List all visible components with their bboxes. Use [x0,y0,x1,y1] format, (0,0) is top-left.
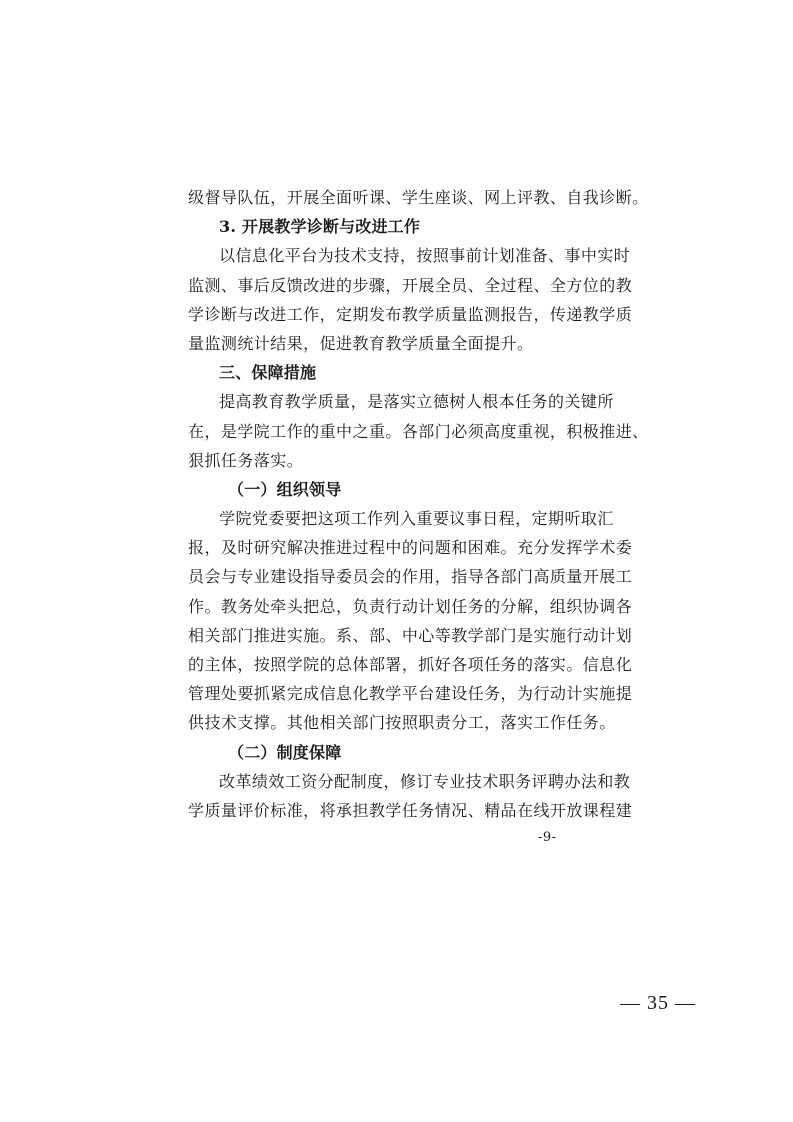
paragraph-line: 学院党委要把这项工作列入重要议事日程，定期听取汇 [219,509,614,529]
paragraph-line: 作。教务处牵头把总，负责行动计划任务的分解，组织协调各 [188,596,633,616]
paragraph-line: 监测、事后反馈改进的步骤，开展全员、全过程、全方位的教 [188,275,633,295]
outer-page-number: — 35 — [620,992,696,1014]
paragraph-line: 狠抓任务落实。 [188,450,304,470]
paragraph-line: 改革绩效工资分配制度，修订专业技术职务评聘办法和教 [219,771,631,791]
subsection-heading-system: （二）制度保障 [228,742,342,762]
paragraph-line: 在，是学院工作的重中之重。各部门必须高度重视，积极推进、 [188,421,649,441]
paragraph-line: 供技术支撑。其他相关部门按照职责分工，落实工作任务。 [188,713,616,733]
paragraph-line: 提高教育教学质量，是落实立德树人根本任务的关键所 [219,392,614,412]
section-heading-safeguards: 三、保障措施 [219,363,317,383]
paragraph-line: 管理处要抓紧完成信息化教学平台建设任务，为行动计实施提 [188,684,633,704]
inner-page-number: -9- [538,830,557,845]
paragraph-line: 以信息化平台为技术支持，按照事前计划准备、事中实时 [219,246,631,266]
paragraph-line: 级督导队伍，开展全面听课、学生座谈、网上评教、自我诊断。 [188,188,649,207]
paragraph-line: 学诊断与改进工作，定期发布教学质量监测报告，传递教学质 [188,304,633,324]
section-heading-3: 3. 开展教学诊断与改进工作 [219,217,421,237]
subsection-heading-organization: （一）组织领导 [228,479,342,499]
paragraph-line: 学质量评价标准，将承担教学任务情况、精品在线开放课程建 [188,800,633,820]
paragraph-line: 员会与专业建设指导委员会的作用，指导各部门高质量开展工 [188,567,633,587]
paragraph-line: 相关部门推进实施。系、部、中心等教学部门是实施行动计划 [188,625,633,645]
body-text [188,183,649,825]
paragraph-line: 量监测统计结果，促进教育教学质量全面提升。 [188,333,534,353]
paragraph-line: 的主体，按照学院的总体部署，抓好各项任务的落实。信息化 [188,655,633,674]
paragraph-line: 报，及时研究解决推进过程中的问题和困难。充分发挥学术委 [188,538,633,558]
